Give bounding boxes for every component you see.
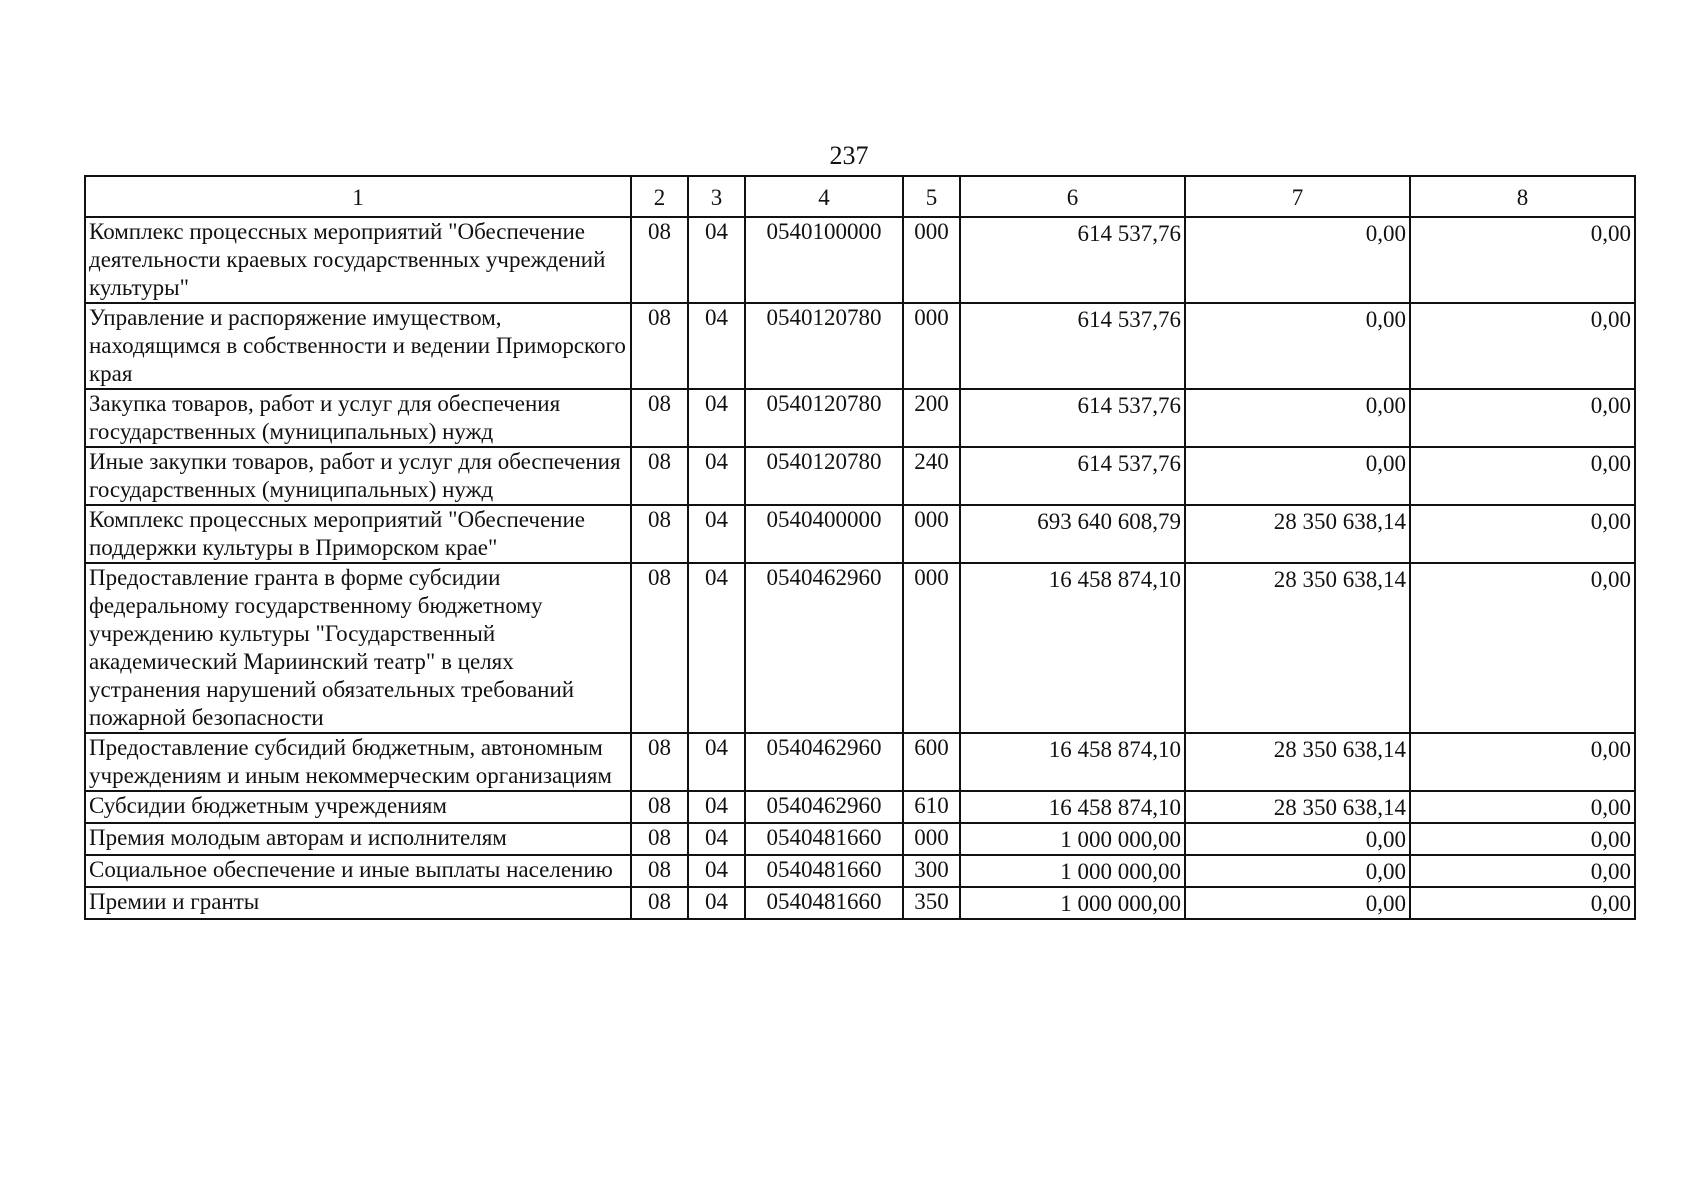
amount-col8-value: 0,00 <box>1590 221 1631 246</box>
amount-col7-cell <box>1185 447 1410 505</box>
amount-col8-cell <box>1410 447 1635 505</box>
row-name-cell: Закупка товаров, работ и услуг для обеспечения государственных (муниципальных) нужд <box>85 389 631 447</box>
amount-col8-cell <box>1410 823 1635 855</box>
subsection-code-cell: 04 <box>688 855 745 887</box>
target-item-code-cell: 0540481660 <box>745 887 903 919</box>
amount-col6-value: 614 537,76 <box>1077 451 1181 476</box>
amount-col7-value: 0,00 <box>1365 221 1406 246</box>
amount-col7-value: 0,00 <box>1365 859 1406 884</box>
amount-col6-cell <box>960 389 1185 447</box>
column-header-5: 5 <box>903 176 960 217</box>
subsection-code-cell: 04 <box>688 505 745 563</box>
target-item-code-cell: 0540120780 <box>745 447 903 505</box>
section-code-cell: 08 <box>631 823 688 855</box>
row-name-cell: Иные закупки товаров, работ и услуг для обеспечения государственных (муниципальных) нужд <box>85 447 631 505</box>
amount-col8-cell <box>1410 217 1635 303</box>
row-name-cell: Комплекс процессных мероприятий "Обеспечение деятельности краевых государственных учреждений культуры" <box>85 217 631 303</box>
subsection-code-cell: 04 <box>688 791 745 823</box>
subsection-code-cell: 04 <box>688 447 745 505</box>
target-item-code-cell: 0540120780 <box>745 389 903 447</box>
table-row <box>85 733 1635 791</box>
amount-col6-cell <box>960 887 1185 919</box>
table-row <box>85 389 1635 447</box>
expense-type-code-cell: 000 <box>903 505 960 563</box>
expense-type-code-cell: 000 <box>903 823 960 855</box>
amount-col7-value: 28 350 638,14 <box>1273 795 1406 820</box>
expense-type-code-cell: 000 <box>903 303 960 389</box>
target-item-code-cell: 0540462960 <box>745 733 903 791</box>
column-header-6: 6 <box>960 176 1185 217</box>
amount-col6-cell <box>960 791 1185 823</box>
table-row <box>85 303 1635 389</box>
amount-col8-value: 0,00 <box>1590 827 1631 852</box>
amount-col7-value: 28 350 638,14 <box>1273 567 1406 592</box>
amount-col7-cell <box>1185 389 1410 447</box>
amount-col8-cell <box>1410 733 1635 791</box>
column-header-7: 7 <box>1185 176 1410 217</box>
amount-col6-cell <box>960 303 1185 389</box>
amount-col6-value: 16 458 874,10 <box>1048 795 1181 820</box>
subsection-code-cell: 04 <box>688 389 745 447</box>
row-name-cell: Предоставление субсидий бюджетным, автономным учреждениям и иным некоммерческим организациям <box>85 733 631 791</box>
amount-col8-cell <box>1410 887 1635 919</box>
amount-col7-cell <box>1185 303 1410 389</box>
amount-col7-cell <box>1185 791 1410 823</box>
table-row <box>85 823 1635 855</box>
row-name-cell: Субсидии бюджетным учреждениям <box>85 791 631 823</box>
amount-col6-cell <box>960 823 1185 855</box>
column-header-4: 4 <box>745 176 903 217</box>
target-item-code-cell: 0540481660 <box>745 823 903 855</box>
target-item-code-cell: 0540120780 <box>745 303 903 389</box>
target-item-code-cell: 0540481660 <box>745 855 903 887</box>
amount-col6-cell <box>960 563 1185 733</box>
amount-col8-cell <box>1410 855 1635 887</box>
amount-col8-cell <box>1410 389 1635 447</box>
section-code-cell: 08 <box>631 217 688 303</box>
amount-col8-value: 0,00 <box>1590 859 1631 884</box>
amount-col7-value: 0,00 <box>1365 451 1406 476</box>
target-item-code-cell: 0540462960 <box>745 563 903 733</box>
subsection-code-cell: 04 <box>688 217 745 303</box>
row-name-cell: Управление и распоряжение имуществом, находящимся в собственности и ведении Приморского края <box>85 303 631 389</box>
amount-col8-cell <box>1410 791 1635 823</box>
section-code-cell: 08 <box>631 303 688 389</box>
amount-col6-cell <box>960 447 1185 505</box>
amount-col6-value: 693 640 608,79 <box>1037 509 1181 534</box>
row-name-cell: Социальное обеспечение и иные выплаты населению <box>85 855 631 887</box>
expense-type-code-cell: 000 <box>903 217 960 303</box>
section-code-cell: 08 <box>631 389 688 447</box>
expense-type-code-cell: 000 <box>903 563 960 733</box>
amount-col7-cell <box>1185 887 1410 919</box>
column-header-3: 3 <box>688 176 745 217</box>
expense-type-code-cell: 240 <box>903 447 960 505</box>
subsection-code-cell: 04 <box>688 303 745 389</box>
section-code-cell: 08 <box>631 887 688 919</box>
table-row <box>85 791 1635 823</box>
amount-col7-value: 0,00 <box>1365 891 1406 916</box>
expense-type-code-cell: 300 <box>903 855 960 887</box>
column-header-8: 8 <box>1410 176 1635 217</box>
amount-col8-value: 0,00 <box>1590 737 1631 762</box>
amount-col6-value: 1 000 000,00 <box>1060 891 1181 916</box>
amount-col8-value: 0,00 <box>1590 307 1631 332</box>
amount-col6-value: 614 537,76 <box>1077 307 1181 332</box>
column-header-1: 1 <box>85 176 631 217</box>
amount-col7-value: 0,00 <box>1365 393 1406 418</box>
amount-col6-value: 614 537,76 <box>1077 221 1181 246</box>
target-item-code-cell: 0540462960 <box>745 791 903 823</box>
expense-type-code-cell: 350 <box>903 887 960 919</box>
amount-col7-cell <box>1185 855 1410 887</box>
subsection-code-cell: 04 <box>688 733 745 791</box>
section-code-cell: 08 <box>631 733 688 791</box>
table-row <box>85 855 1635 887</box>
table-row <box>85 887 1635 919</box>
amount-col8-cell <box>1410 505 1635 563</box>
amount-col6-cell <box>960 733 1185 791</box>
section-code-cell: 08 <box>631 505 688 563</box>
amount-col6-cell <box>960 217 1185 303</box>
amount-col7-value: 0,00 <box>1365 307 1406 332</box>
amount-col7-cell <box>1185 505 1410 563</box>
subsection-code-cell: 04 <box>688 563 745 733</box>
column-header-2: 2 <box>631 176 688 217</box>
amount-col6-value: 16 458 874,10 <box>1048 567 1181 592</box>
expense-type-code-cell: 600 <box>903 733 960 791</box>
amount-col8-cell <box>1410 563 1635 733</box>
row-name-cell: Комплекс процессных мероприятий "Обеспечение поддержки культуры в Приморском крае" <box>85 505 631 563</box>
subsection-code-cell: 04 <box>688 887 745 919</box>
amount-col8-value: 0,00 <box>1590 795 1631 820</box>
table-row <box>85 505 1635 563</box>
section-code-cell: 08 <box>631 563 688 733</box>
amount-col7-value: 0,00 <box>1365 827 1406 852</box>
amount-col7-value: 28 350 638,14 <box>1273 509 1406 534</box>
expense-type-code-cell: 200 <box>903 389 960 447</box>
amount-col6-value: 1 000 000,00 <box>1060 827 1181 852</box>
subsection-code-cell: 04 <box>688 823 745 855</box>
section-code-cell: 08 <box>631 447 688 505</box>
amount-col8-value: 0,00 <box>1590 891 1631 916</box>
table-row <box>85 447 1635 505</box>
target-item-code-cell: 0540400000 <box>745 505 903 563</box>
amount-col7-cell <box>1185 217 1410 303</box>
expense-type-code-cell: 610 <box>903 791 960 823</box>
section-code-cell: 08 <box>631 791 688 823</box>
row-name-cell: Премии и гранты <box>85 887 631 919</box>
amount-col8-value: 0,00 <box>1590 567 1631 592</box>
table-header-row <box>85 176 1635 217</box>
row-name-cell: Предоставление гранта в форме субсидии федеральному государственному бюджетному учреждению культуры "Государственный академический Мариинский театр" в целях устранения нарушений обязательных требований пожарной безопасности <box>85 563 631 733</box>
amount-col8-value: 0,00 <box>1590 451 1631 476</box>
amount-col8-value: 0,00 <box>1590 393 1631 418</box>
amount-col7-cell <box>1185 823 1410 855</box>
amount-col8-value: 0,00 <box>1590 509 1631 534</box>
amount-col7-value: 28 350 638,14 <box>1273 737 1406 762</box>
budget-table <box>84 175 1636 920</box>
table-row <box>85 563 1635 733</box>
amount-col6-value: 614 537,76 <box>1077 393 1181 418</box>
amount-col8-cell <box>1410 303 1635 389</box>
amount-col6-cell <box>960 855 1185 887</box>
table-body <box>85 217 1635 919</box>
amount-col6-value: 1 000 000,00 <box>1060 859 1181 884</box>
amount-col6-cell <box>960 505 1185 563</box>
amount-col7-cell <box>1185 563 1410 733</box>
amount-col6-value: 16 458 874,10 <box>1048 737 1181 762</box>
section-code-cell: 08 <box>631 855 688 887</box>
page-number: 237 <box>829 141 869 170</box>
table-row <box>85 217 1635 303</box>
amount-col7-cell <box>1185 733 1410 791</box>
row-name-cell: Премия молодым авторам и исполнителям <box>85 823 631 855</box>
target-item-code-cell: 0540100000 <box>745 217 903 303</box>
